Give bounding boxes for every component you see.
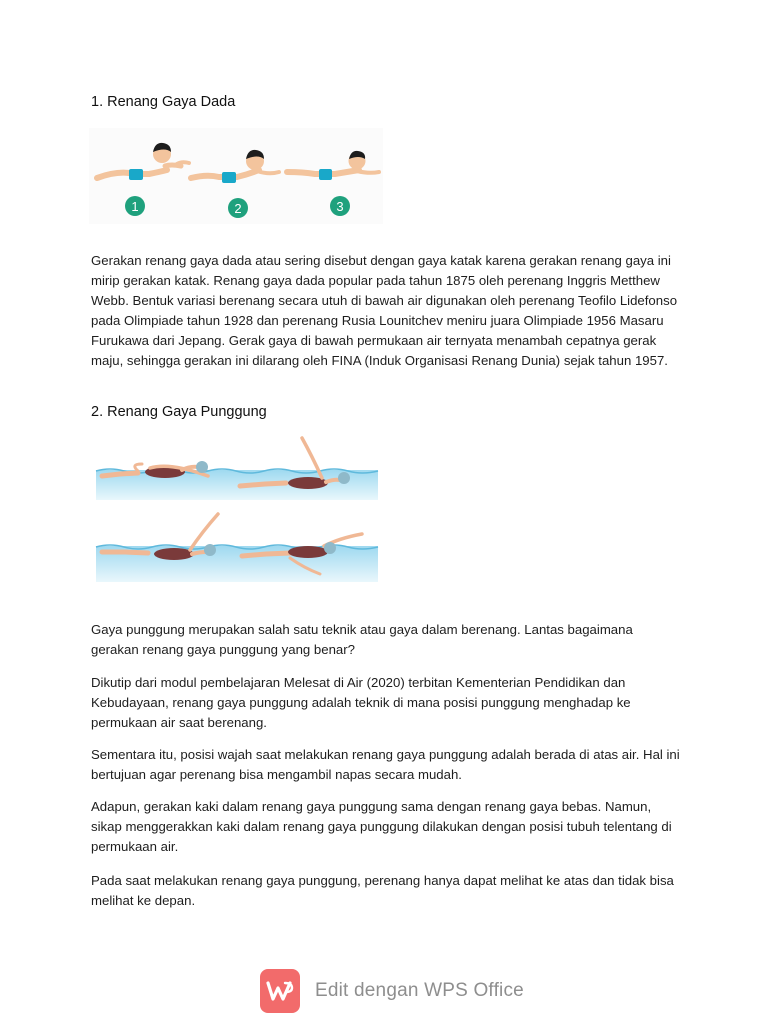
svg-text:2: 2: [234, 201, 242, 216]
paragraph-breaststroke-history: Gerakan renang gaya dada atau sering disebut dengan gaya katak karena gerakan renang gaya ini mirip gerakan katak. Renang gaya dada popular pada tahun 1875 oleh perenang Inggris Metthew Webb. Bentuk variasi berenang secara utuh di bawah air digunakan oleh perenang Teofilo Lidefonso pada Olimpiade tahun 1928 dan perenang Rusia Lounitchev meniru juara Olimpiade 1956 Masaru Furukawa dari Jepang. Gerak gaya di bawah permukaan air ternyata menambah cepatnya gerak maju, sehingga gerakan ini dilarang oleh FINA (Induk Organisasi Renang Dunia) sejak tahun 1957.: [91, 253, 678, 368]
paragraph-backstroke-vision: Pada saat melakukan renang gaya punggung, perenang hanya dapat melihat ke atas dan tidak bisa melihat ke depan.: [91, 873, 674, 908]
breaststroke-illustration: [89, 128, 383, 224]
paragraph-backstroke-leg-movement: Adapun, gerakan kaki dalam renang gaya punggung sama dengan renang gaya bebas. Namun, sikap menggerakkan kaki dalam renang gaya punggung dilakukan dengan posisi tubuh telentang di permukaan air.: [91, 799, 672, 854]
paragraph-backstroke-face-position: Sementara itu, posisi wajah saat melakukan renang gaya punggung adalah berada di atas air. Hal ini bertujuan agar perenang bisa mengambil napas secara mudah.: [91, 747, 680, 782]
paragraph-backstroke-definition: Dikutip dari modul pembelajaran Melesat di Air (2020) terbitan Kementerian Pendidikan dan Kebudayaan, renang gaya punggung adalah teknik di mana posisi punggung menghadap ke permukaan air saat berenang.: [91, 675, 631, 730]
paragraph-backstroke-intro: Gaya punggung merupakan salah satu teknik atau gaya dalam berenang. Lantas bagaimana gerakan renang gaya punggung yang benar?: [91, 622, 633, 657]
section-heading-backstroke: 2. Renang Gaya Punggung: [91, 404, 267, 420]
edit-with-wps-button[interactable]: [260, 967, 524, 1015]
svg-text:1: 1: [131, 199, 139, 214]
step-badge-1: [125, 196, 145, 216]
wps-edit-label: Edit dengan WPS Office: [315, 980, 524, 1001]
step-badge-3: [330, 196, 350, 216]
wps-office-logo-icon: [260, 969, 300, 1013]
section-heading-breaststroke: 1. Renang Gaya Dada: [91, 94, 236, 110]
svg-text:3: 3: [336, 199, 344, 214]
backstroke-illustration: [90, 434, 382, 586]
step-badge-2: [228, 198, 248, 218]
